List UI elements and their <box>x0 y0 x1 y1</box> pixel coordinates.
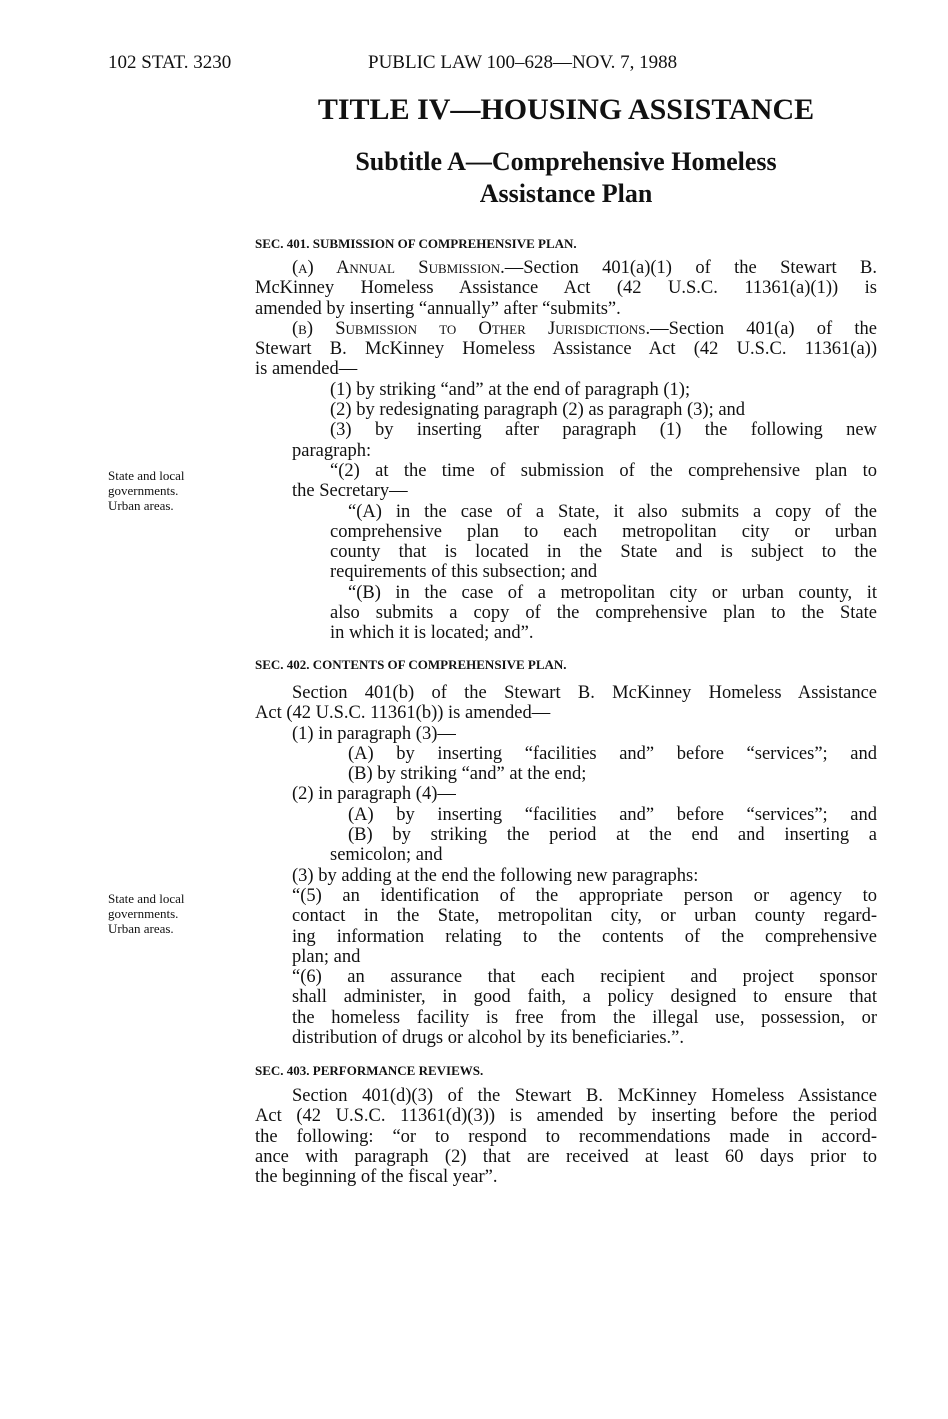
margin-note-line: State and local <box>108 891 185 906</box>
text-line: “(A) in the case of a State, it also submits a copy of the <box>348 501 877 522</box>
text-line: McKinney Homeless Assistance Act (42 U.S.C. 11361(a)(1)) is <box>255 278 877 299</box>
text-line: (3) by adding at the end the following new paragraphs: <box>292 865 699 886</box>
text-line: (1) by striking “and” at the end of paragraph (1); <box>330 379 691 400</box>
margin-note-line: Urban areas. <box>108 921 174 936</box>
text-line: shall administer, in good faith, a policy designed to ensure that <box>292 987 877 1008</box>
text-line: the following: “or to respond to recommendations made in accord- <box>255 1126 877 1147</box>
text-line: (B) by striking “and” at the end; <box>348 764 587 785</box>
subtitle-line: Assistance Plan <box>479 179 653 208</box>
text-line: distribution of drugs or alcohol by its beneficiaries.”. <box>292 1028 685 1049</box>
text-line: Act (42 U.S.C. 11361(b)) is amended— <box>255 703 551 724</box>
text-line: “(6) an assurance that each recipient and project sponsor <box>292 967 877 988</box>
section-403-heading: SEC. 403. PERFORMANCE REVIEWS. <box>255 1063 484 1078</box>
text-line: ing information relating to the contents of the comprehensive <box>292 926 877 947</box>
margin-note-line: governments. <box>108 906 179 921</box>
text-line: paragraph: <box>292 440 372 461</box>
text-line: county that is located in the State and is subject to the <box>330 542 877 563</box>
text-line: Stewart B. McKinney Homeless Assistance Act (42 U.S.C. 11361(a)) <box>255 339 877 360</box>
text-line <box>255 258 877 278</box>
text-line: amended by inserting “annually” after “submits”. <box>255 298 621 319</box>
margin-note-line: State and local <box>108 468 185 483</box>
text-line: the beginning of the fiscal year”. <box>255 1167 498 1188</box>
text-line: (3) by inserting after paragraph (1) the following new <box>330 420 877 441</box>
subtitle-line: Subtitle A—Comprehensive Homeless <box>355 147 777 176</box>
text-line: (1) in paragraph (3)— <box>292 723 456 744</box>
text-line: Act (42 U.S.C. 11361(d)(3)) is amended by inserting before the period <box>255 1106 877 1127</box>
text-line: semicolon; and <box>330 845 443 866</box>
text-line: “(B) in the case of a metropolitan city or urban county, it <box>348 582 877 603</box>
text-line: is amended— <box>255 359 358 380</box>
text-line: ance with paragraph (2) that are received at least 60 days prior to <box>255 1146 877 1167</box>
text-line: plan; and <box>292 946 361 967</box>
text-line <box>255 319 877 339</box>
text-line: contact in the State, metropolitan city, or urban county regard- <box>292 906 877 927</box>
margin-note <box>108 891 185 936</box>
text-line: in which it is located; and”. <box>330 623 534 644</box>
text-line: comprehensive plan to each metropolitan city or urban <box>330 521 877 542</box>
section-401-body <box>255 258 877 644</box>
section-401-heading: SEC. 401. SUBMISSION OF COMPREHENSIVE PLAN. <box>255 236 577 251</box>
text-line: Section 401(b) of the Stewart B. McKinney Homeless Assistance <box>292 683 877 703</box>
subsection-heading: (b) Submission to Other Jurisdictions. <box>292 318 651 339</box>
text-line: “(2) at the time of submission of the comprehensive plan to <box>330 460 877 481</box>
text-line: (A) by inserting “facilities and” before “services”; and <box>348 804 877 825</box>
text-line: (2) by redesignating paragraph (2) as paragraph (3); and <box>330 400 746 421</box>
subsection-heading: (a) Annual Submission. <box>292 258 505 278</box>
text-line: “(5) an identification of the appropriate person or agency to <box>292 885 877 906</box>
text-run: —Section 401(a) of the <box>650 318 877 339</box>
section-403-body <box>255 1086 877 1187</box>
section-402-body <box>255 683 877 1048</box>
text-line: the Secretary— <box>292 481 408 502</box>
margin-note-line: Urban areas. <box>108 498 174 513</box>
text-line: (B) by striking the period at the end and inserting a <box>348 825 877 846</box>
text-run: —Section 401(a)(1) of the Stewart B. <box>504 258 877 278</box>
text-line: Section 401(d)(3) of the Stewart B. McKinney Homeless Assistance <box>292 1086 877 1106</box>
margin-note <box>108 468 185 513</box>
text-line: also submits a copy of the comprehensive plan to the State <box>330 603 877 624</box>
section-402-heading: SEC. 402. CONTENTS OF COMPREHENSIVE PLAN. <box>255 657 567 672</box>
text-line: (2) in paragraph (4)— <box>292 784 456 805</box>
subtitle-heading <box>255 146 877 210</box>
text-line: (A) by inserting “facilities and” before “services”; and <box>348 743 877 764</box>
margin-note-line: governments. <box>108 483 179 498</box>
text-line: requirements of this subsection; and <box>330 562 598 583</box>
text-line: the homeless facility is free from the illegal use, possession, or <box>292 1007 877 1028</box>
public-law-citation: PUBLIC LAW 100–628—NOV. 7, 1988 <box>368 52 678 73</box>
page-stat-number: 102 STAT. 3230 <box>108 52 232 73</box>
title-heading: TITLE IV—HOUSING ASSISTANCE <box>317 93 815 126</box>
